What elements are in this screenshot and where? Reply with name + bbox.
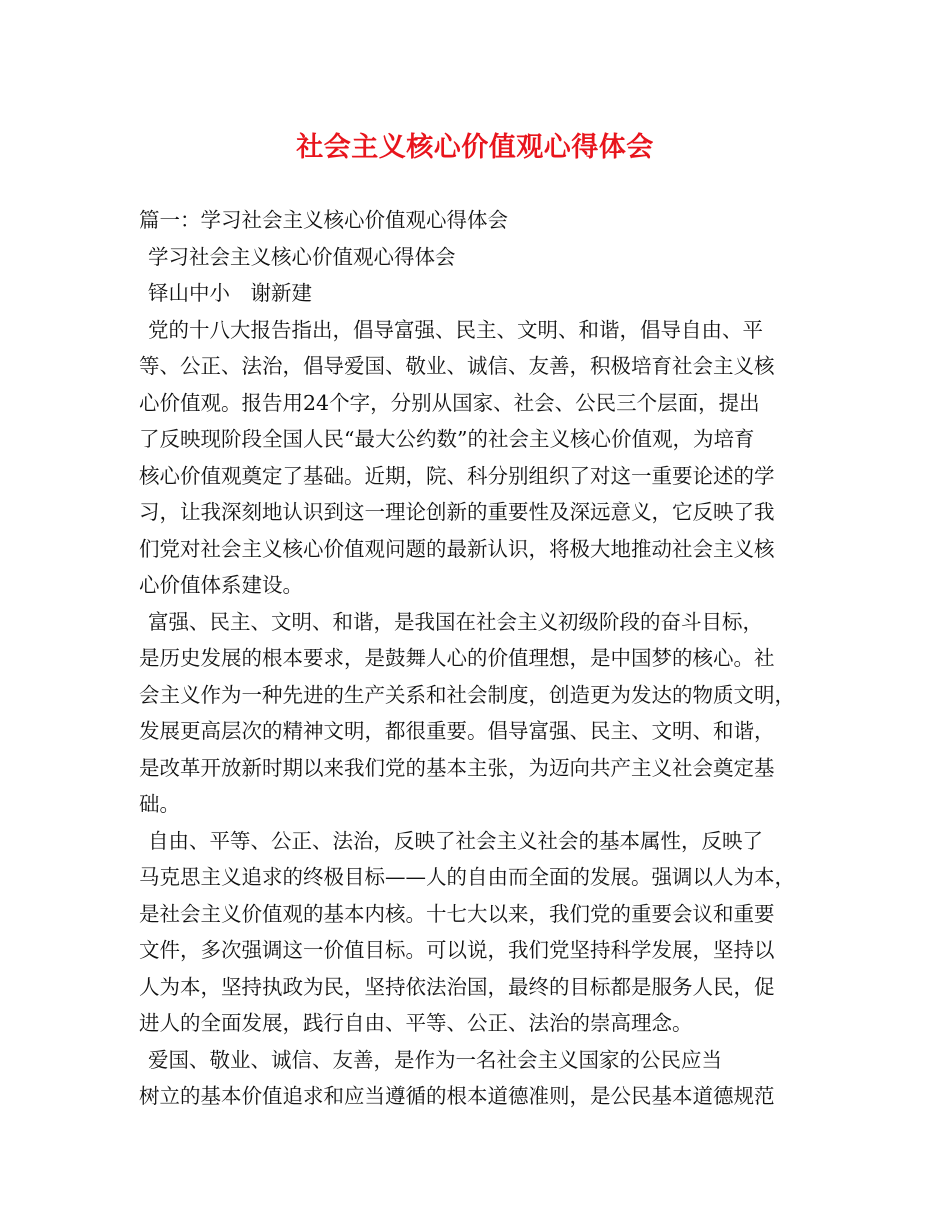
text-line: 核心价值观奠定了基础。近期，院、科分别组织了对这一重要论述的学 bbox=[139, 463, 775, 488]
text-line: 进人的全面发展，践行自由、平等、公正、法治的崇高理念。 bbox=[139, 1011, 693, 1035]
text-line: 了反映现阶段全国人民“最大公约数”的社会主义核心价值观，为培育 bbox=[139, 427, 755, 451]
text-line: 篇一：学习社会主义核心价值观心得体会 bbox=[139, 208, 508, 232]
text-line: 文件，多次强调这一价值目标。可以说，我们党坚持科学发展，坚持以 bbox=[139, 938, 775, 962]
text-line: 础。 bbox=[139, 792, 180, 816]
text-line: 习，让我深刻地认识到这一理论创新的重要性及深远意义，它反映了我 bbox=[139, 500, 775, 524]
text-line: 发展更高层次的精神文明，都很重要。倡导富强、民主、文明、和谐， bbox=[139, 719, 775, 743]
document-title: 社会主义核心价值观心得体会 bbox=[296, 132, 654, 163]
document-body bbox=[139, 202, 819, 1115]
text-line: 是历史发展的根本要求，是鼓舞人心的价值理想，是中国梦的核心。社 bbox=[139, 646, 775, 670]
text-line: 是社会主义价值观的基本内核。十七大以来，我们党的重要会议和重要 bbox=[139, 901, 775, 926]
text-line: 铎山中小 谢新建 bbox=[148, 281, 312, 305]
text-line: 党的十八大报告指出，倡导富强、民主、文明、和谐，倡导自由、平 bbox=[148, 317, 763, 342]
text-line: 是改革开放新时期以来我们党的基本主张，为迈向共产主义社会奠定基 bbox=[139, 755, 775, 780]
text-line: 会主义作为一种先进的生产关系和社会制度，创造更为发达的物质文明， bbox=[139, 682, 795, 707]
text-line: 自由、平等、公正、法治，反映了社会主义社会的基本属性，反映了 bbox=[148, 828, 763, 853]
text-line: 学习社会主义核心价值观心得体会 bbox=[148, 244, 456, 269]
text-line: 人为本，坚持执政为民，坚持依法治国，最终的目标都是服务人民，促 bbox=[139, 974, 775, 999]
text-line: 树立的基本价值追求和应当遵循的根本道德准则，是公民基本道德规范 bbox=[139, 1084, 775, 1108]
text-line: 富强、民主、文明、和谐，是我国在社会主义初级阶段的奋斗目标， bbox=[148, 609, 763, 634]
text-line: 等、公正、法治，倡导爱国、敬业、诚信、友善，积极培育社会主义核 bbox=[139, 354, 775, 378]
text-line: 心价值体系建设。 bbox=[139, 573, 303, 597]
text-line: 马克思主义追求的终极目标——人的自由而全面的发展。强调以人为本， bbox=[139, 865, 795, 889]
text-line: 爱国、敬业、诚信、友善，是作为一名社会主义国家的公民应当 bbox=[148, 1047, 722, 1072]
text-line: 心价值观。报告用24个字，分别从国家、社会、公民三个层面，提出 bbox=[139, 390, 760, 415]
text-line: 们党对社会主义核心价值观问题的最新认识，将极大地推动社会主义核 bbox=[139, 536, 775, 561]
